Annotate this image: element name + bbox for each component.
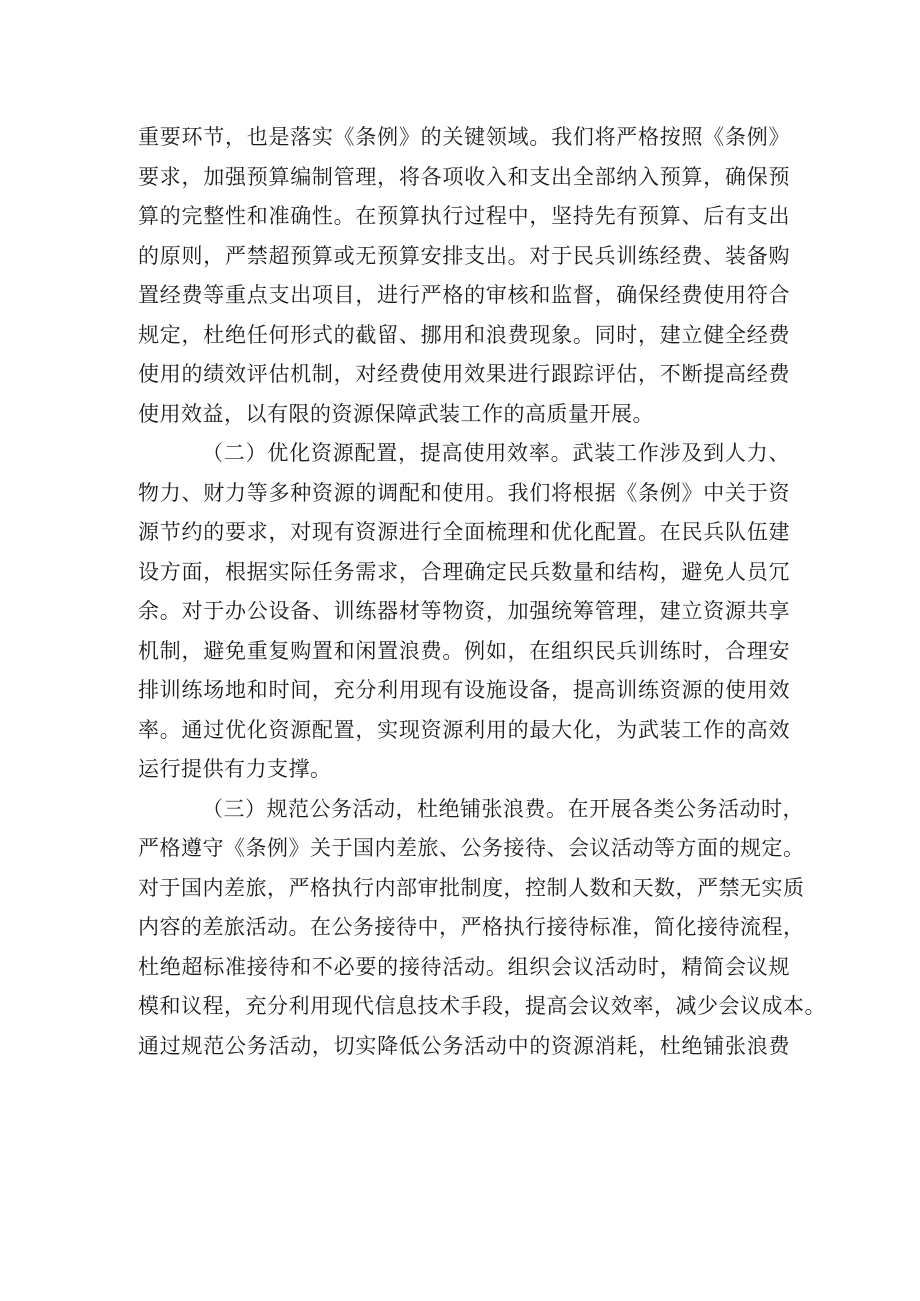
text-line: 排训练场地和时间，充分利用现有设施设备，提高训练资源的使用效 (138, 678, 790, 702)
text-line: 余。对于办公设备、训练器材等物资，加强统筹管理，建立资源共享 (138, 599, 790, 623)
text-line: 运行提供有力支撑。 (138, 757, 332, 781)
text-line: 对于国内差旅，严格执行内部审批制度，控制人数和天数，严禁无实质 (138, 875, 805, 900)
text-line: 规定，杜绝任何形式的截留、挪用和浪费现象。同时，建立健全经费 (138, 322, 790, 347)
text-line: 模和议程，充分利用现代信息技术手段，提高会议效率，减少会议成本。 (138, 994, 826, 1018)
text-line: 使用的绩效评估机制，对经费使用效果进行跟踪评估，不断提高经费 (138, 362, 790, 386)
text-line: 杜绝超标准接待和不必要的接待活动。组织会议活动时，精简会议规 (138, 954, 790, 979)
paragraph-budget-continuation (138, 118, 790, 434)
text-line: 严格遵守《条例》关于国内差旅、公务接待、会议活动等方面的规定。 (138, 836, 805, 860)
text-line: 重要环节，也是落实《条例》的关键领域。我们将严格按照《条例》 (138, 125, 790, 149)
paragraph-section-3 (138, 790, 826, 1067)
text-line: 机制，避免重复购置和闲置浪费。例如，在组织民兵训练时，合理安 (138, 638, 790, 663)
text-line: 设方面，根据实际任务需求，合理确定民兵数量和结构，避免人员冗 (138, 559, 790, 584)
text-line: 源节约的要求，对现有资源进行全面梳理和优化配置。在民兵队伍建 (138, 520, 790, 544)
text-line: 的原则，严禁超预算或无预算安排支出。对于民兵训练经费、装备购 (138, 243, 790, 268)
text-line: 算的完整性和准确性。在预算执行过程中，坚持先有预算、后有支出 (138, 204, 790, 228)
text-line: 通过规范公务活动，切实降低公务活动中的资源消耗，杜绝铺张浪费 (138, 1033, 790, 1058)
document-body (138, 118, 826, 1066)
paragraph-section-2 (138, 434, 790, 790)
text-line: 率。通过优化资源配置，实现资源利用的最大化，为武装工作的高效 (138, 717, 790, 742)
text-line: 使用效益，以有限的资源保障武装工作的高质量开展。 (138, 401, 654, 426)
text-line: 物力、财力等多种资源的调配和使用。我们将根据《条例》中关于资 (138, 480, 790, 505)
text-line: 要求，加强预算编制管理，将各项收入和支出全部纳入预算，确保预 (138, 164, 790, 189)
text-line: 置经费等重点支出项目，进行严格的审核和监督，确保经费使用符合 (138, 283, 790, 307)
text-line: 内容的差旅活动。在公务接待中，严格执行接待标准，简化接待流程， (138, 915, 805, 939)
section-heading-line: （三）规范公务活动，杜绝铺张浪费。在开展各类公务活动时， (202, 796, 804, 821)
section-heading-line: （二）优化资源配置，提高使用效率。武装工作涉及到人力、 (202, 441, 790, 465)
